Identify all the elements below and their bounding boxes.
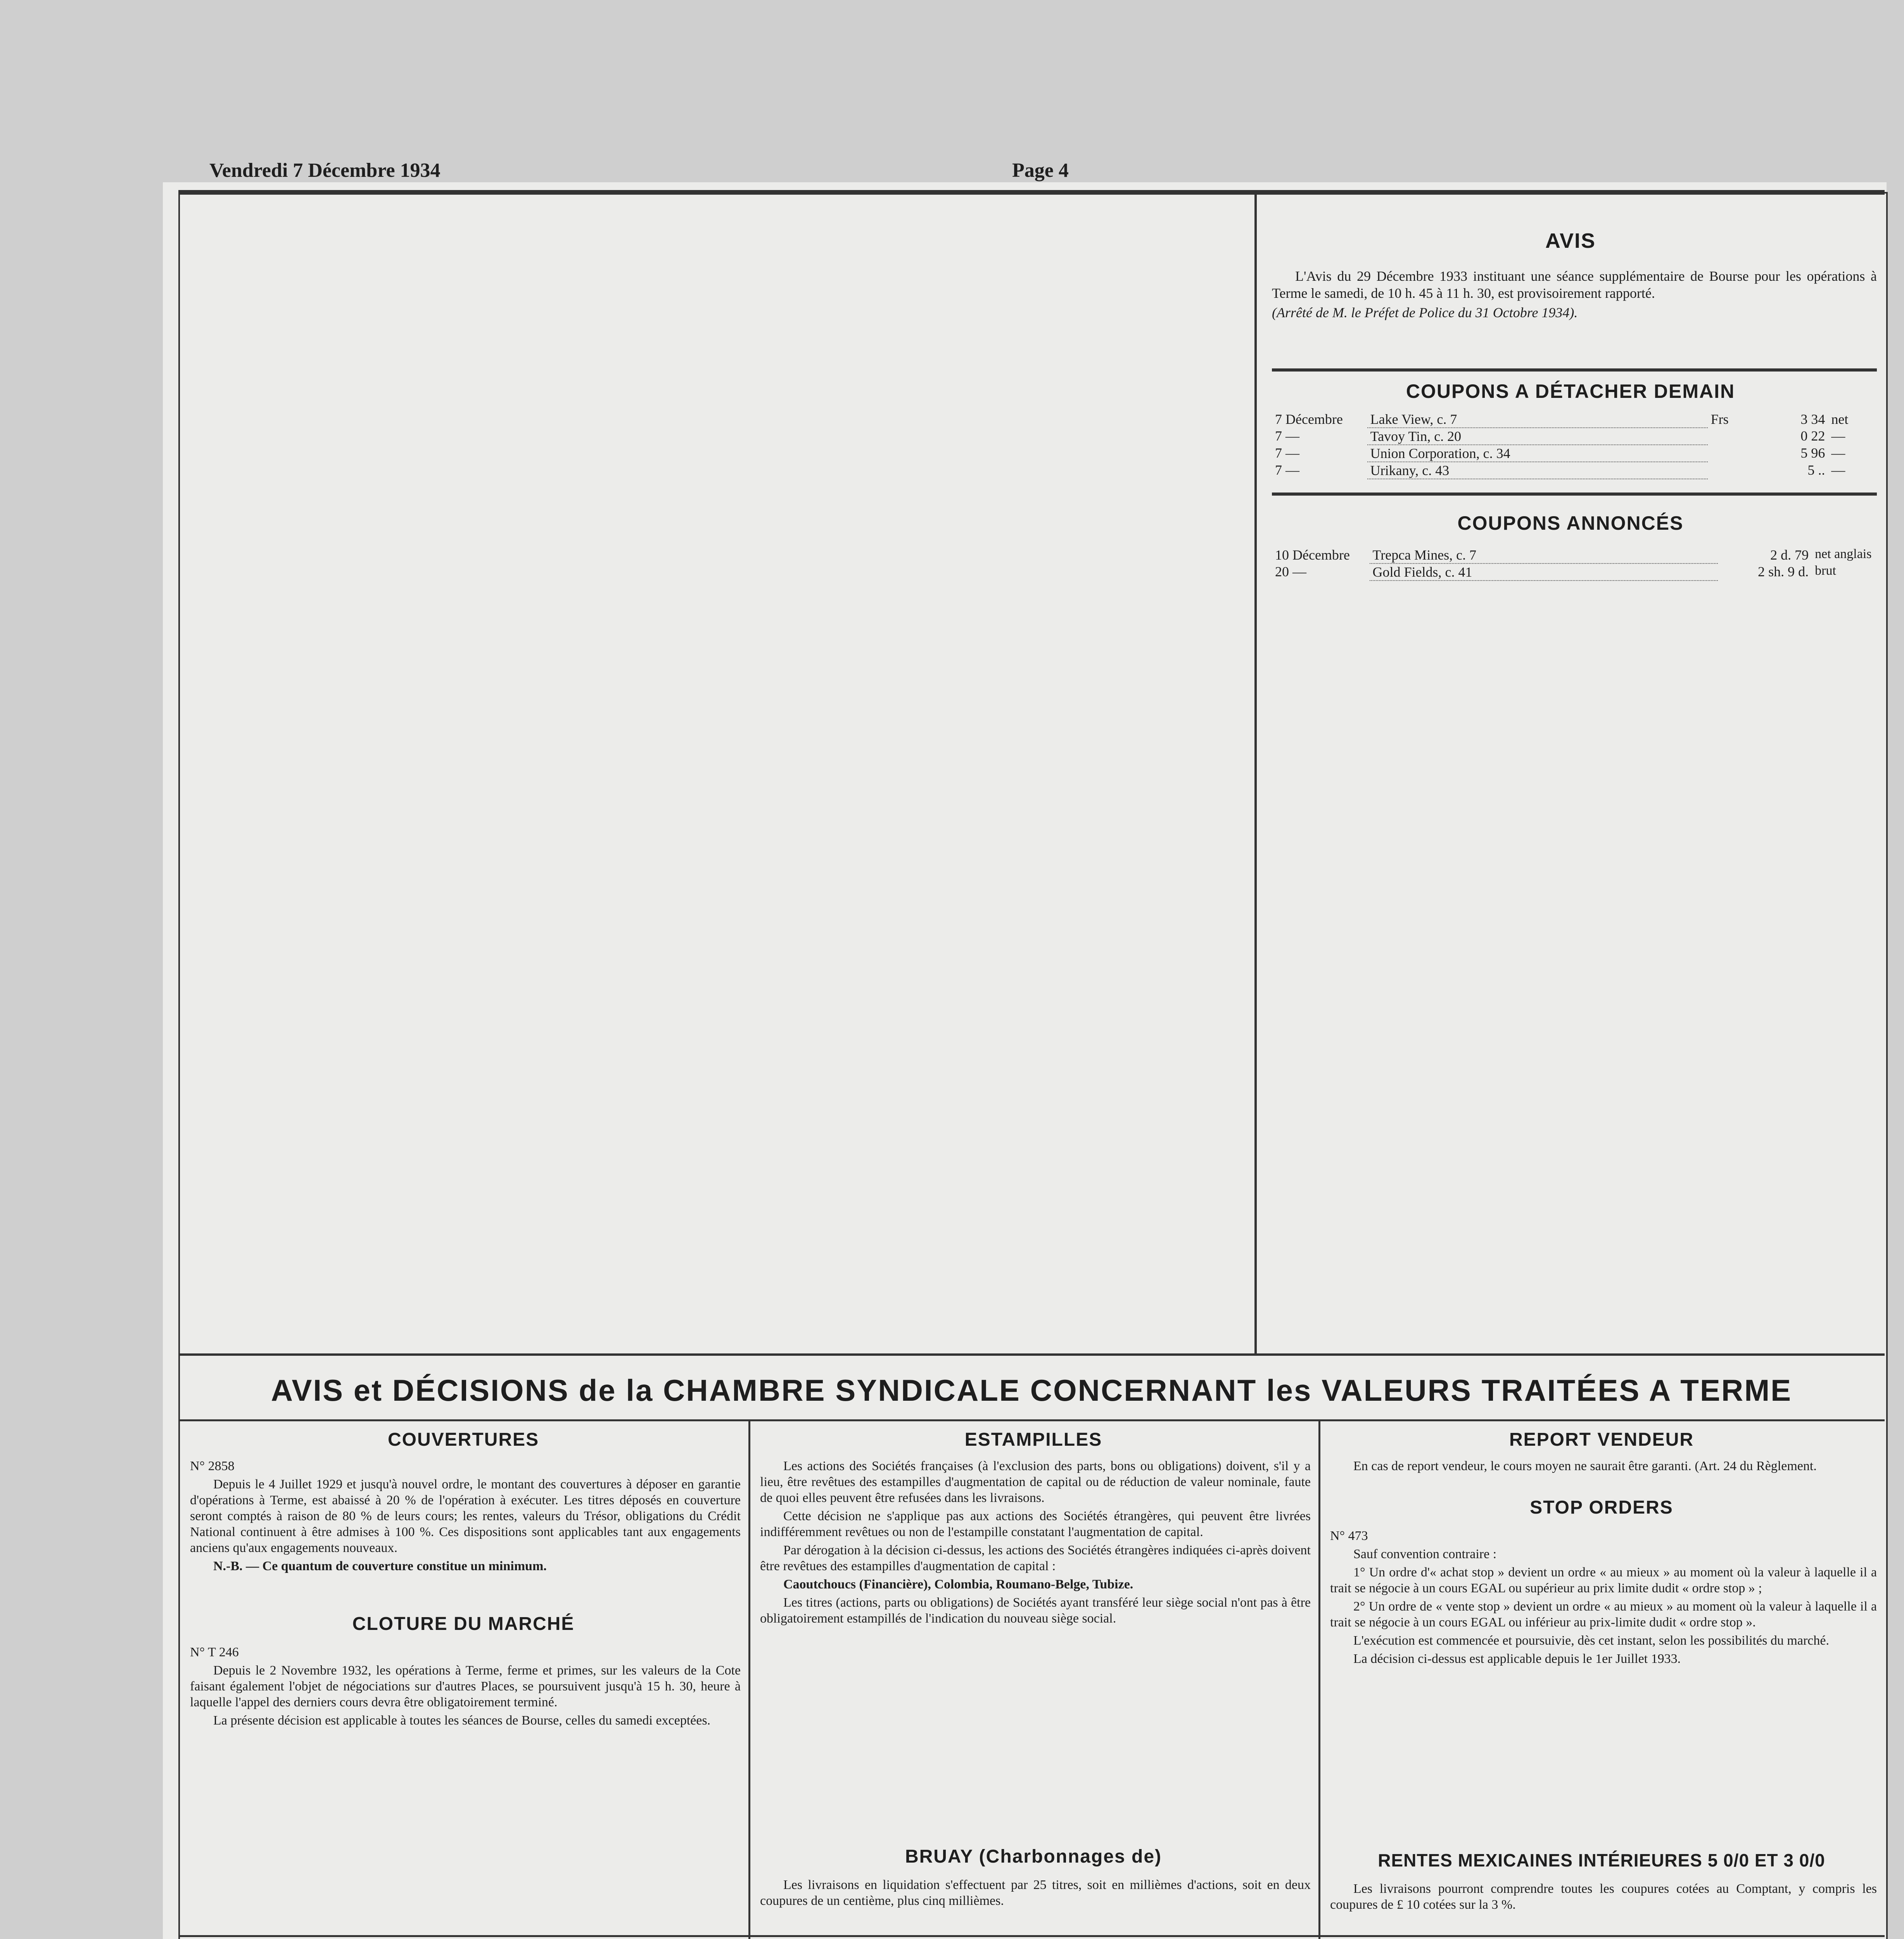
report-body (1330, 1458, 1877, 1476)
couvertures-num: N° 2858 (190, 1459, 235, 1473)
avis-text: L'Avis du 29 Décembre 1933 instituant une séance supplémentaire de Bourse pour les opérations à Terme le samedi, de 10 h. 45 à 11 h. 30, est provisoirement rapporté. (1272, 268, 1877, 301)
coupon-date: 10 Décembre (1275, 547, 1350, 563)
coupon-value: 2 d. 79 (1770, 547, 1809, 563)
coupons-rule (1272, 493, 1877, 496)
report-text: En cas de report vendeur, le cours moyen ne saurait être garanti. (Art. 24 du Règlement. (1353, 1459, 1817, 1473)
stop-p3: L'exécution est commencée et poursuivie, dès cet instant, selon les possibilités du marché. (1353, 1633, 1829, 1648)
couvertures-body (190, 1458, 741, 1576)
coupon-note: net (1831, 411, 1849, 427)
cloture-body (190, 1644, 741, 1731)
page-number: Page 4 (1012, 159, 1069, 181)
couvertures-nb: N.-B. — Ce quantum de couverture constitue un minimum. (213, 1559, 547, 1573)
coupon-note: net anglais (1815, 547, 1872, 561)
bruay-body (760, 1877, 1311, 1911)
coupon-name: Gold Fields, c. 41 (1370, 563, 1718, 581)
stop-p2: 2° Un ordre de « vente stop » devient un ordre « au mieux » au moment où la valeur à laquelle il a trait se négocie à un cours EGAL ou inférieur au prix-limite dudit « ordre stop ». (1330, 1599, 1877, 1630)
coupon-value: 5 .. (1807, 462, 1825, 478)
estampilles-p4: Les titres (actions, parts ou obligations) de Sociétés ayant transféré leur siège social n'ont pas à être obligatoirement estampillés de l'indication du nouveau siège social. (760, 1595, 1311, 1626)
coupon-unit (1708, 428, 1757, 445)
stop-num: N° 473 (1330, 1529, 1368, 1543)
coupon-note: — (1831, 445, 1845, 461)
bruay-title: BRUAY (Charbonnages de) (905, 1846, 1162, 1867)
cloture-text2: La présente décision est applicable à toutes les séances de Bourse, celles du samedi exceptées. (213, 1713, 711, 1728)
cloture-text: Depuis le 2 Novembre 1932, les opérations à Terme, ferme et primes, sur les valeurs de la Cote faisant également l'objet de négociations sur d'autres Places, se poursuivent jusqu'à 15 h. 30, heure à laquelle l'appel des derniers cours devra être obligatoirement terminé. (190, 1663, 741, 1709)
rentes-body (1330, 1881, 1877, 1915)
coupon-value: 3 34 (1800, 411, 1825, 427)
couvertures-text: Depuis le 4 Juillet 1929 et jusqu'à nouvel ordre, le montant des couvertures à déposer en garantie d'opérations à Terme, est abaissé à 20 % de l'opération à exécuter. Les titres déposés en couverture seront comptés à raison de 80 % de leurs cours; les rentes, valeurs du Trésor, obligations du Crédit National continuent à être admises à 100 %. Ces dispositions sont applicables tant aux engagements anciens qu'aux engagements nouveaux. (190, 1477, 741, 1555)
coupon-date: 7 — (1275, 445, 1299, 461)
newspaper-sheet (163, 159, 1887, 1939)
rentes-title: RENTES MEXICAINES INTÉRIEURES 5 0/0 ET 3 0/0 (1378, 1850, 1825, 1870)
coupon-date: 7 Décembre (1275, 411, 1343, 427)
coupon-note: — (1831, 428, 1845, 444)
coupon-value: 5 96 (1800, 445, 1825, 461)
avis-note: (Arrêté de M. le Préfet de Police du 31 Octobre 1934). (1272, 305, 1578, 320)
stop-title: STOP ORDERS (1530, 1497, 1673, 1518)
coupon-unit: Frs (1710, 411, 1729, 427)
estampilles-body (760, 1458, 1311, 1629)
avis-title: AVIS (1545, 229, 1596, 252)
coupon-name: Tavoy Tin, c. 20 (1367, 428, 1708, 445)
table-row (1272, 411, 1877, 428)
stop-p0: Sauf convention contraire : (1353, 1547, 1497, 1561)
top-column-divider (1254, 194, 1257, 1353)
report-title: REPORT VENDEUR (1509, 1429, 1694, 1450)
table-row (1272, 428, 1877, 445)
estampilles-p3b: Caoutchoucs (Financière), Colombia, Roumano-Belge, Tubize. (783, 1577, 1133, 1592)
coupon-note: brut (1815, 563, 1836, 578)
section-rule-2 (178, 1935, 1885, 1937)
table-row (1272, 547, 1877, 563)
cloture-num: N° T 246 (190, 1645, 239, 1659)
coupon-date: 7 — (1275, 462, 1299, 478)
couvertures-title: COUVERTURES (387, 1429, 539, 1450)
estampilles-p1: Les actions des Sociétés françaises (à l'exclusion des parts, bons ou obligations) doivent, s'il y a lieu, être revêtues des estampilles d'augmentation de capital ou de réduction de valeur nominale, faute de quoi elles peuvent être refusées dans les livraisons. (760, 1459, 1311, 1505)
stop-p4: La décision ci-dessus est applicable depuis le 1er Juillet 1933. (1353, 1652, 1681, 1666)
coupon-note: — (1831, 462, 1845, 478)
chambre-syndicale-banner: AVIS et DÉCISIONS de la CHAMBRE SYNDICALE CONCERNANT les VALEURS TRAITÉES A TERME (271, 1373, 1792, 1407)
avis-rule (1272, 368, 1877, 372)
coupon-value: 2 sh. 9 d. (1758, 564, 1809, 579)
coupon-name: Urikany, c. 43 (1367, 462, 1708, 479)
table-row (1272, 445, 1877, 462)
coupon-unit (1708, 462, 1757, 479)
table-row (1272, 462, 1877, 479)
column-divider-1 (748, 1421, 750, 1939)
coupon-value: 0 22 (1800, 428, 1825, 444)
rentes-text: Les livraisons pourront comprendre toutes les coupures cotées au Comptant, y compris les coupures de £ 10 cotées sur la 3 %. (1330, 1882, 1877, 1912)
page-date: Vendredi 7 Décembre 1934 (209, 159, 441, 181)
coupons-annonces-title: COUPONS ANNONCÉS (1457, 512, 1684, 534)
coupon-date: 20 — (1275, 564, 1306, 579)
coupon-date: 7 — (1275, 428, 1299, 444)
coupon-unit (1708, 445, 1757, 462)
top-section-rule (178, 1353, 1885, 1356)
coupon-name: Trepca Mines, c. 7 (1370, 547, 1718, 563)
coupon-name: Lake View, c. 7 (1367, 411, 1708, 428)
coupons-detacher-title: COUPONS A DÉTACHER DEMAIN (1406, 380, 1735, 402)
estampilles-p2: Cette décision ne s'applique pas aux actions des Sociétés étrangères, qui peuvent être livrées indifféremment revêtues ou non de l'estampille constatant l'augmentation de capital. (760, 1509, 1311, 1539)
estampilles-title: ESTAMPILLES (964, 1429, 1102, 1450)
banner-rule (178, 1419, 1885, 1421)
stop-body (1330, 1528, 1877, 1669)
estampilles-p3: Par dérogation à la décision ci-dessus, les actions des Sociétés étrangères indiquées ci-après doivent être revêtues des estampilles d'augmentation de capital : (760, 1543, 1311, 1573)
coupons-detacher-table (1272, 411, 1877, 479)
avis-body (1272, 268, 1877, 323)
coupons-annonces-table (1272, 547, 1877, 581)
coupon-name: Union Corporation, c. 34 (1367, 445, 1708, 462)
header-rule (178, 190, 1885, 195)
table-row (1272, 563, 1877, 581)
cloture-title: CLOTURE DU MARCHÉ (352, 1614, 575, 1634)
bruay-text: Les livraisons en liquidation s'effectuent par 25 titres, soit en millièmes d'actions, soit en deux coupures de un centième, plus cinq millièmes. (760, 1878, 1311, 1908)
stop-p1: 1° Un ordre d'« achat stop » devient un ordre « au mieux » au moment où la valeur à laquelle il a trait se négocie à un cours EGAL ou supérieur au prix limite dudit « ordre stop » ; (1330, 1565, 1877, 1595)
column-divider-2 (1318, 1421, 1320, 1939)
